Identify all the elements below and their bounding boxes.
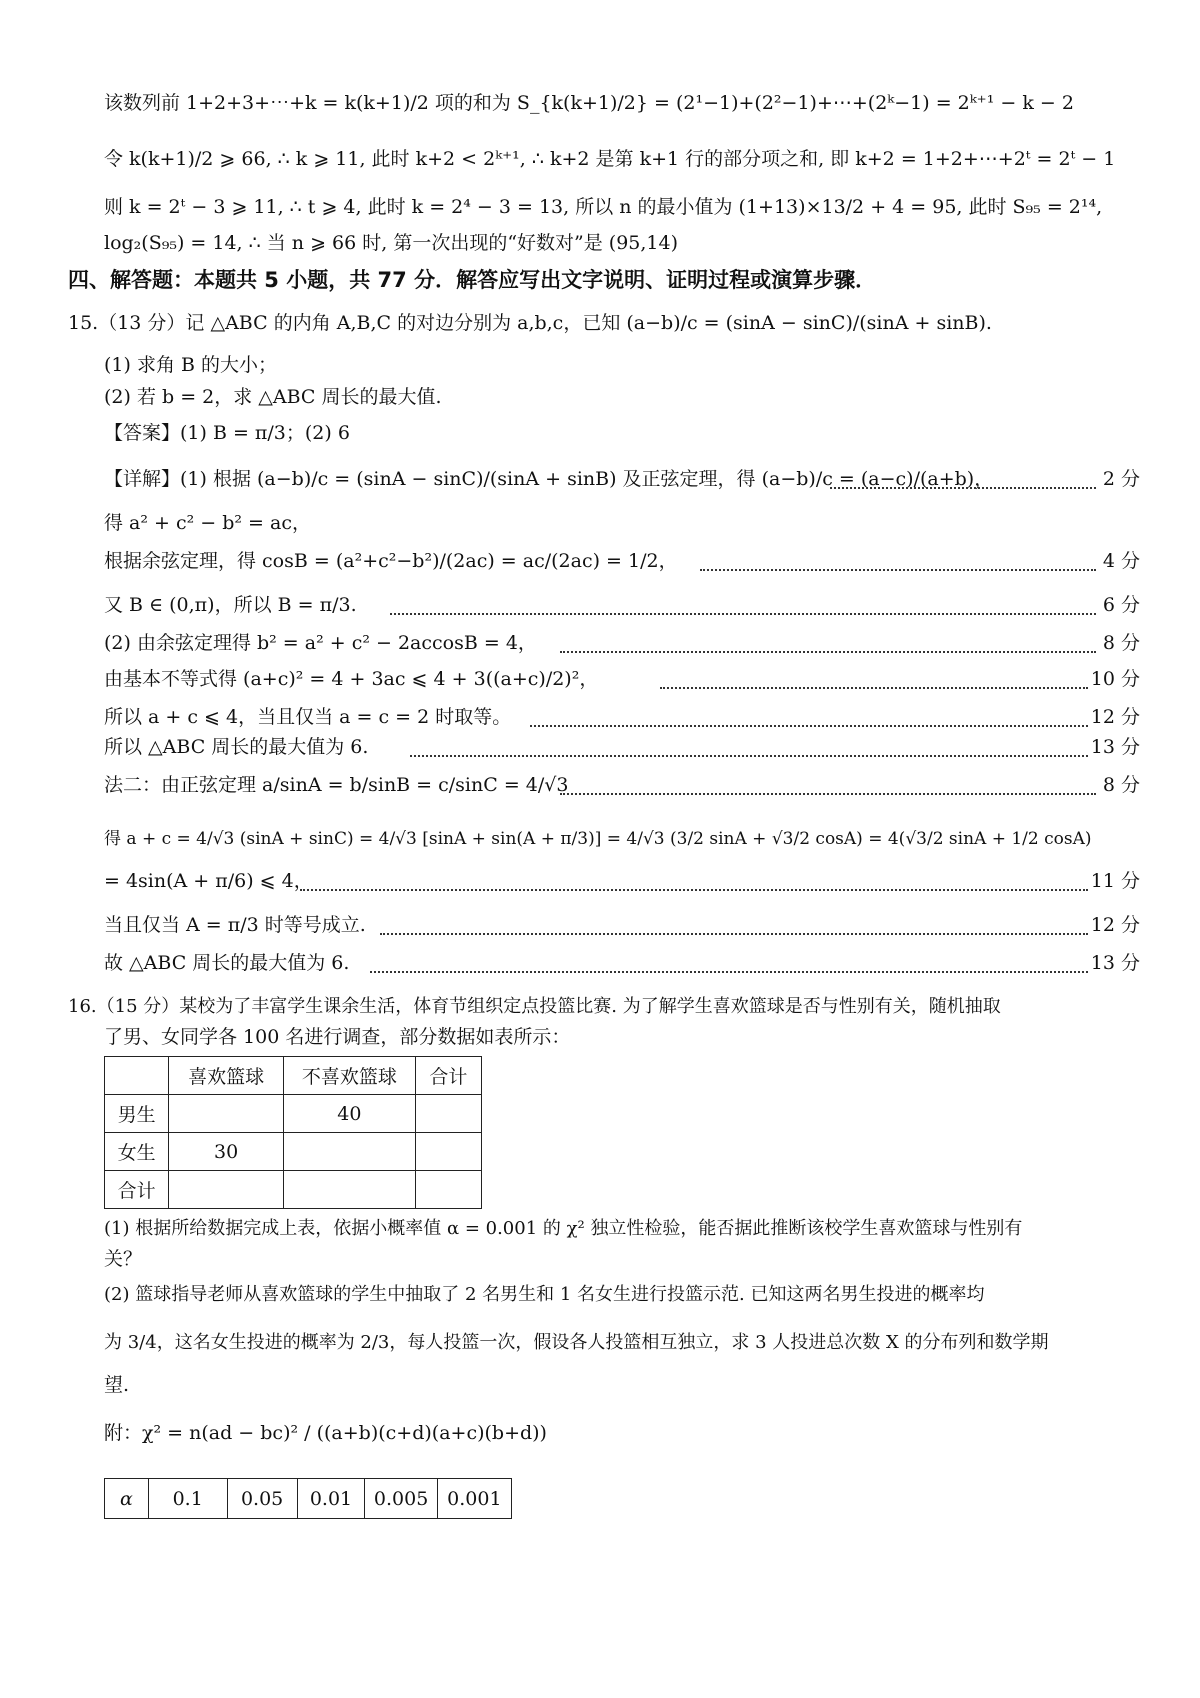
question-16: 16.（15 分）某校为了丰富学生课余生活，体育节组织定点投篮比赛. 为了解学生喜欢篮球是否与性别有关，随机抽取 — [68, 996, 1001, 1017]
table-cell: 40 — [284, 1095, 416, 1133]
answer-line: 【答案】(1) B = π/3；(2) 6 — [104, 422, 350, 444]
question-15: 15.（13 分）记 △ABC 的内角 A,B,C 的对边分别为 a,b,c，已知 (a−b)/c = (sinA − sinC)/(sinA + sinB). — [68, 312, 992, 334]
leader-dots — [560, 793, 1096, 795]
table-row — [105, 1133, 482, 1171]
score-mark: 10 分 — [1090, 668, 1140, 690]
leader-dots — [370, 971, 1088, 973]
table-header-row — [105, 1057, 482, 1095]
score-mark: 13 分 — [1090, 736, 1140, 758]
table-row — [105, 1479, 512, 1519]
table-cell — [415, 1171, 481, 1209]
leader-dots — [380, 933, 1088, 935]
leader-dots — [300, 889, 1088, 891]
leader-dots — [390, 613, 1096, 615]
table-cell — [105, 1057, 169, 1095]
text-line: 令 k(k+1)/2 ⩾ 66, ∴ k ⩾ 11, 此时 k+2 < 2ᵏ⁺¹, ∴ k+2 是第 k+1 行的部分项之和, 即 k+2 = 1+2+⋯+2ᵗ = 2ᵗ − 1 — [104, 148, 1116, 170]
detail-line: 得 a + c = 4/√3 (sinA + sinC) = 4/√3 [sinA + sin(A + π/3)] = 4/√3 (3/2 sinA + √3/2 cosA) = 4(√3/2 sinA + 1/2 cosA) — [104, 829, 1092, 849]
score-mark: 13 分 — [1090, 952, 1140, 974]
detail-line: 所以 △ABC 周长的最大值为 6. — [104, 736, 369, 758]
table-cell: 喜欢篮球 — [169, 1057, 284, 1095]
table-cell: 0.005 — [365, 1479, 437, 1519]
leader-dots — [560, 651, 1096, 653]
detail-line: 【详解】(1) 根据 (a−b)/c = (sinA − sinC)/(sinA + sinB) 及正弦定理，得 (a−b)/c = (a−c)/(a+b)， — [104, 468, 994, 490]
table-cell — [415, 1095, 481, 1133]
question-16-part-2-cont: 为 3/4，这名女生投进的概率为 2/3，每人投篮一次，假设各人投篮相互独立，求 3 人投进总次数 X 的分布列和数学期 — [104, 1332, 1049, 1353]
table-cell — [169, 1095, 284, 1133]
detail-line: = 4sin(A + π/6) ⩽ 4， — [104, 870, 313, 892]
text-line: log₂(S₉₅) = 14, ∴ 当 n ⩾ 66 时, 第一次出现的“好数对”是 (95,14) — [104, 232, 679, 254]
question-15-part-1: (1) 求角 B 的大小； — [104, 354, 277, 376]
question-16-part-1-cont: 关？ — [104, 1248, 143, 1270]
leader-dots — [830, 487, 1096, 489]
detail-line: 当且仅当 A = π/3 时等号成立. — [104, 914, 366, 936]
detail-line: 由基本不等式得 (a+c)² = 4 + 3ac ⩽ 4 + 3((a+c)/2)²， — [104, 668, 599, 690]
detail-line: 所以 a + c ⩽ 4，当且仅当 a = c = 2 时取等。 — [104, 706, 512, 728]
table-cell: 30 — [169, 1133, 284, 1171]
alpha-table — [104, 1478, 512, 1519]
table-row — [105, 1171, 482, 1209]
question-16-part-2-cont: 望. — [104, 1374, 130, 1396]
table-cell: 合计 — [105, 1171, 169, 1209]
question-16-part-1: (1) 根据所给数据完成上表，依据小概率值 α = 0.001 的 χ² 独立性检验，能否据此推断该校学生喜欢篮球与性别有 — [104, 1218, 1023, 1239]
score-mark: 4 分 — [1102, 550, 1140, 572]
detail-line: (2) 由余弦定理得 b² = a² + c² − 2accosB = 4， — [104, 632, 537, 654]
table-cell — [284, 1133, 416, 1171]
score-mark: 11 分 — [1090, 870, 1140, 892]
detail-line: 法二：由正弦定理 a/sinA = b/sinB = c/sinC = 4/√3 — [104, 774, 569, 796]
text-line: 则 k = 2ᵗ − 3 ⩾ 11, ∴ t ⩾ 4, 此时 k = 2⁴ − 3 = 13, 所以 n 的最小值为 (1+13)×13/2 + 4 = 95, 此时 S₉₅ = 2¹⁴, — [104, 196, 1103, 218]
score-mark: 12 分 — [1090, 914, 1140, 936]
leader-dots — [700, 569, 1096, 571]
score-mark: 2 分 — [1102, 468, 1140, 490]
table-cell — [169, 1171, 284, 1209]
leader-dots — [660, 687, 1088, 689]
formula-appendix: 附：χ² = n(ad − bc)² / ((a+b)(c+d)(a+c)(b+d)) — [104, 1422, 547, 1444]
table-row — [105, 1095, 482, 1133]
detail-line: 又 B ∈ (0,π)，所以 B = π/3. — [104, 594, 357, 616]
detail-line: 根据余弦定理，得 cosB = (a²+c²−b²)/(2ac) = ac/(2ac) = 1/2， — [104, 550, 678, 572]
score-mark: 8 分 — [1102, 774, 1140, 796]
table-cell — [284, 1171, 416, 1209]
question-16-part-2: (2) 篮球指导老师从喜欢篮球的学生中抽取了 2 名男生和 1 名女生进行投篮示范. 已知这两名男生投进的概率均 — [104, 1284, 985, 1305]
table-cell: 0.05 — [227, 1479, 297, 1519]
table-cell — [415, 1133, 481, 1171]
table-cell: 0.001 — [437, 1479, 511, 1519]
leader-dots — [530, 725, 1088, 727]
detail-line: 故 △ABC 周长的最大值为 6. — [104, 952, 350, 974]
detail-line: 得 a² + c² − b² = ac， — [104, 512, 311, 534]
question-16-line: 了男、女同学各 100 名进行调查，部分数据如表所示： — [104, 1026, 571, 1048]
text-line: 该数列前 1+2+3+⋯+k = k(k+1)/2 项的和为 S_{k(k+1)/2} = (2¹−1)+(2²−1)+⋯+(2ᵏ−1) = 2ᵏ⁺¹ − k − 2 — [104, 92, 1074, 114]
table-cell: 不喜欢篮球 — [284, 1057, 416, 1095]
table-cell: 女生 — [105, 1133, 169, 1171]
table-cell: α — [105, 1479, 149, 1519]
score-mark: 12 分 — [1090, 706, 1140, 728]
score-mark: 6 分 — [1102, 594, 1140, 616]
section-heading: 四、解答题：本题共 5 小题，共 77 分．解答应写出文字说明、证明过程或演算步骤． — [68, 268, 877, 292]
table-cell: 合计 — [415, 1057, 481, 1095]
question-15-part-2: (2) 若 b = 2，求 △ABC 周长的最大值. — [104, 386, 442, 408]
table-cell: 0.01 — [297, 1479, 365, 1519]
contingency-table — [104, 1056, 482, 1209]
score-mark: 8 分 — [1102, 632, 1140, 654]
table-cell: 男生 — [105, 1095, 169, 1133]
table-cell: 0.1 — [148, 1479, 227, 1519]
leader-dots — [410, 755, 1088, 757]
